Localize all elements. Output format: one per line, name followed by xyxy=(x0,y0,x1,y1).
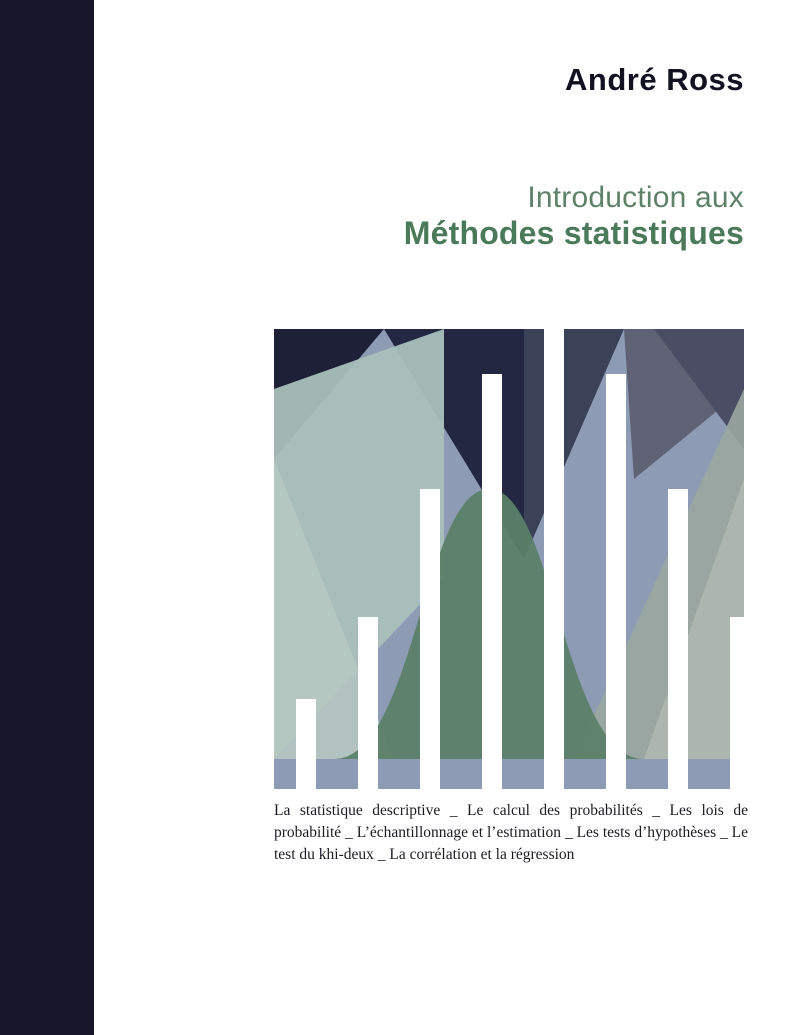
artwork-svg xyxy=(274,329,744,789)
title-block xyxy=(404,182,744,252)
book-spine xyxy=(0,0,94,1035)
histogram-bar xyxy=(606,374,626,789)
title-line-1: Introduction aux xyxy=(527,181,744,214)
book-cover xyxy=(94,0,800,1035)
histogram-bar xyxy=(544,329,564,789)
histogram-bar xyxy=(296,699,316,789)
histogram-bar xyxy=(730,617,744,789)
author-name: André Ross xyxy=(565,62,744,97)
cover-blurb: La statistique descriptive _ Le calcul des probabilités _ Les lois de probabilité _ L’échantillonnage et l’estimation _ Les tests d’hypothèses _ Le test du khi-deux _ La corrélation et la régression xyxy=(274,802,748,863)
histogram-bar xyxy=(482,374,502,789)
histogram-bar xyxy=(420,489,440,789)
histogram-bar xyxy=(668,489,688,789)
title-line-2: Méthodes statistiques xyxy=(403,215,744,252)
histogram-bar xyxy=(358,617,378,789)
cover-artwork xyxy=(274,329,744,789)
